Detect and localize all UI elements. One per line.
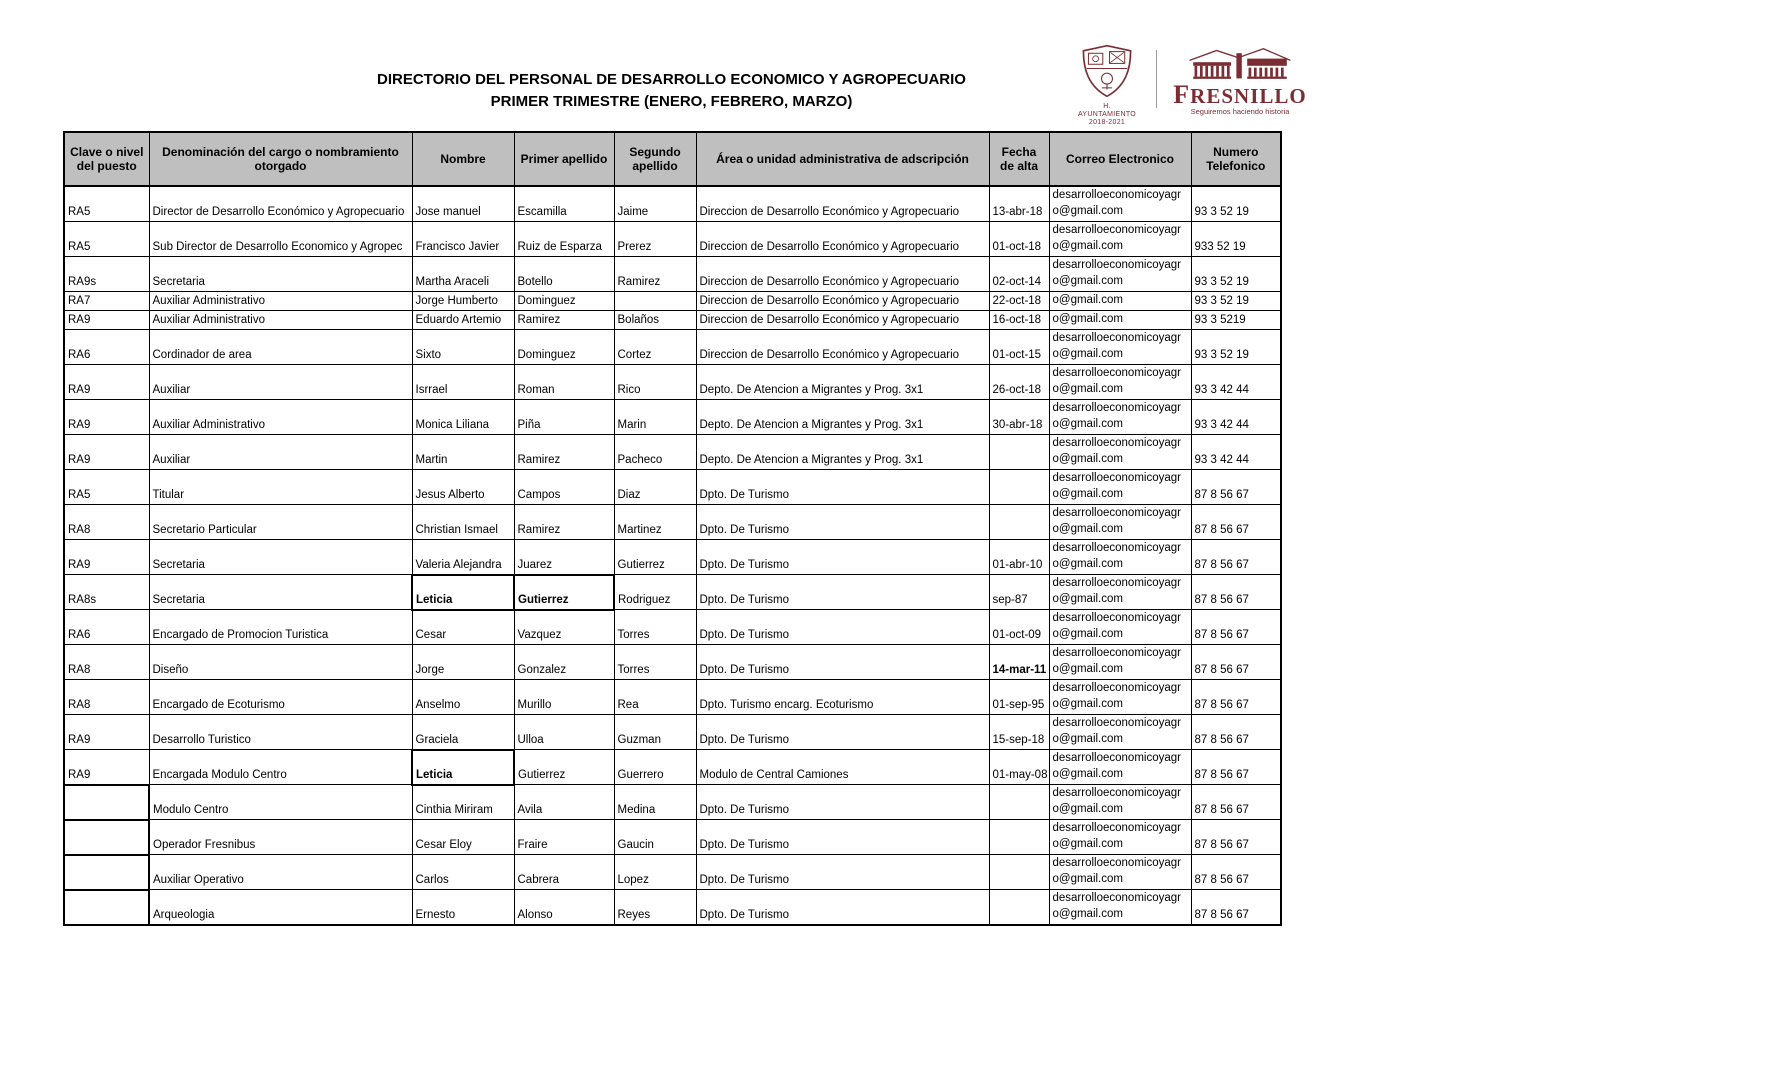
cell-email [1049, 610, 1191, 645]
cell-tel: 87 8 56 67 [1191, 505, 1281, 540]
cell-segundo: Rea [614, 680, 696, 715]
cell-segundo: Reyes [614, 890, 696, 926]
cell-primer: Ramirez [514, 435, 614, 470]
cell-email [1049, 257, 1191, 292]
cell-cargo: Titular [149, 470, 412, 505]
cell-cargo: Secretaria [149, 540, 412, 575]
cell-area: Direccion de Desarrollo Económico y Agropecuario [696, 186, 989, 222]
cell-segundo: Rodriguez [614, 575, 696, 610]
cell-tel: 87 8 56 67 [1191, 645, 1281, 680]
table-row [64, 610, 1281, 645]
cell-nombre: Jesus Alberto [412, 470, 514, 505]
cell-cargo: Auxiliar Administrativo [149, 311, 412, 330]
cell-email [1049, 855, 1191, 890]
cell-cargo: Encargado de Promocion Turistica [149, 610, 412, 645]
cell-tel: 93 3 42 44 [1191, 435, 1281, 470]
cell-clave: RA9 [64, 435, 149, 470]
email-line: desarrolloeconomicoyagr [1052, 717, 1181, 729]
table-row [64, 505, 1281, 540]
email-line: o@gmail.com [1052, 908, 1123, 920]
cell-email [1049, 820, 1191, 855]
email-line: o@gmail.com [1052, 205, 1123, 217]
cell-email [1049, 470, 1191, 505]
directory-table [63, 131, 1282, 926]
cell-primer: Ruiz de Esparza [514, 222, 614, 257]
cell-nombre: Valeria Alejandra [412, 540, 514, 575]
table-row [64, 400, 1281, 435]
cell-email [1049, 186, 1191, 222]
cell-clave: RA7 [64, 292, 149, 311]
cell-primer: Escamilla [514, 186, 614, 222]
cell-nombre: Francisco Javier [412, 222, 514, 257]
cell-primer: Avila [514, 785, 614, 820]
cell-area: Dpto. Turismo encarg. Ecoturismo [696, 680, 989, 715]
email-line: desarrolloeconomicoyagr [1052, 224, 1181, 236]
cell-fecha: 16-oct-18 [989, 311, 1049, 330]
email-line: desarrolloeconomicoyagr [1052, 259, 1181, 271]
cell-area: Direccion de Desarrollo Económico y Agropecuario [696, 257, 989, 292]
table-row [64, 470, 1281, 505]
email-line: o@gmail.com [1052, 838, 1123, 850]
cell-clave [64, 785, 149, 820]
cell-cargo: Secretario Particular [149, 505, 412, 540]
cell-segundo: Medina [614, 785, 696, 820]
cell-clave: RA5 [64, 222, 149, 257]
cell-area: Direccion de Desarrollo Económico y Agropecuario [696, 292, 989, 311]
col-header-segundo-apellido: Segundo apellido [614, 132, 696, 186]
cell-primer: Botello [514, 257, 614, 292]
cell-clave: RA8 [64, 645, 149, 680]
email-line: desarrolloeconomicoyagr [1052, 857, 1181, 869]
cell-tel: 93 3 42 44 [1191, 365, 1281, 400]
col-header-area: Área o unidad administrativa de adscripción [696, 132, 989, 186]
table-row [64, 890, 1281, 926]
cell-cargo: Auxiliar Administrativo [149, 400, 412, 435]
cell-nombre: Cesar Eloy [412, 820, 514, 855]
cell-primer: Vazquez [514, 610, 614, 645]
table-row [64, 292, 1281, 311]
cell-nombre: Martin [412, 435, 514, 470]
cell-fecha: 15-sep-18 [989, 715, 1049, 750]
cell-tel: 93 3 52 19 [1191, 292, 1281, 311]
email-line: o@gmail.com [1052, 663, 1123, 675]
cell-area: Depto. De Atencion a Migrantes y Prog. 3x1 [696, 435, 989, 470]
email-line: desarrolloeconomicoyagr [1052, 892, 1181, 904]
cell-clave: RA9 [64, 365, 149, 400]
table-row [64, 186, 1281, 222]
cell-primer: Gonzalez [514, 645, 614, 680]
cell-email [1049, 435, 1191, 470]
cell-fecha [989, 785, 1049, 820]
email-line: desarrolloeconomicoyagr [1052, 402, 1181, 414]
cell-fecha [989, 470, 1049, 505]
email-line: o@gmail.com [1052, 418, 1123, 430]
fresnillo-tagline: Seguiremos haciendo historia [1190, 107, 1290, 116]
cell-cargo: Modulo Centro [149, 785, 412, 820]
cell-primer: Campos [514, 470, 614, 505]
email-line: desarrolloeconomicoyagr [1052, 472, 1181, 484]
cell-segundo: Gutierrez [614, 540, 696, 575]
email-line: o@gmail.com [1052, 294, 1123, 306]
cell-cargo: Secretaria [149, 257, 412, 292]
directory-table-body [64, 186, 1281, 925]
cell-cargo: Director de Desarrollo Económico y Agropecuario [149, 186, 412, 222]
cell-tel: 87 8 56 67 [1191, 820, 1281, 855]
crest-caption-line1: H. AYUNTAMIENTO [1077, 103, 1137, 118]
email-line: o@gmail.com [1052, 383, 1123, 395]
cell-email [1049, 292, 1191, 311]
cell-area: Dpto. De Turismo [696, 855, 989, 890]
cell-fecha [989, 890, 1049, 926]
cell-nombre: Monica Liliana [412, 400, 514, 435]
cell-clave: RA9 [64, 311, 149, 330]
email-line: o@gmail.com [1052, 240, 1123, 252]
cell-segundo: Diaz [614, 470, 696, 505]
cell-segundo: Marin [614, 400, 696, 435]
cell-tel: 87 8 56 67 [1191, 750, 1281, 785]
col-header-primer-apellido: Primer apellido [514, 132, 614, 186]
cell-email [1049, 785, 1191, 820]
cell-area: Modulo de Central Camiones [696, 750, 989, 785]
cell-tel: 87 8 56 67 [1191, 855, 1281, 890]
cell-segundo: Torres [614, 610, 696, 645]
cell-cargo: Auxiliar Administrativo [149, 292, 412, 311]
table-row [64, 540, 1281, 575]
col-header-cargo: Denominación del cargo o nombramiento otorgado [149, 132, 412, 186]
cell-nombre: Martha Araceli [412, 257, 514, 292]
email-line: desarrolloeconomicoyagr [1052, 189, 1181, 201]
cell-clave: RA6 [64, 610, 149, 645]
cell-email [1049, 715, 1191, 750]
table-row [64, 365, 1281, 400]
table-row [64, 750, 1281, 785]
cell-primer: Roman [514, 365, 614, 400]
cell-email [1049, 540, 1191, 575]
table-row [64, 575, 1281, 610]
cell-area: Direccion de Desarrollo Económico y Agropecuario [696, 222, 989, 257]
cell-primer: Dominguez [514, 330, 614, 365]
email-line: desarrolloeconomicoyagr [1052, 542, 1181, 554]
cell-cargo: Secretaria [149, 575, 412, 610]
cell-primer: Fraire [514, 820, 614, 855]
cell-area: Dpto. De Turismo [696, 540, 989, 575]
cell-tel: 93 3 42 44 [1191, 400, 1281, 435]
cell-segundo: Ramirez [614, 257, 696, 292]
email-line: desarrolloeconomicoyagr [1052, 577, 1181, 589]
cell-fecha: 01-may-08 [989, 750, 1049, 785]
cell-nombre: Leticia [412, 750, 514, 785]
cell-segundo: Bolaños [614, 311, 696, 330]
email-line: o@gmail.com [1052, 275, 1123, 287]
email-line: desarrolloeconomicoyagr [1052, 752, 1181, 764]
crest-caption-line2: 2018-2021 [1088, 119, 1126, 126]
cell-fecha: 01-sep-95 [989, 680, 1049, 715]
cell-tel: 93 3 52 19 [1191, 186, 1281, 222]
cell-fecha: 30-abr-18 [989, 400, 1049, 435]
cell-primer: Dominguez [514, 292, 614, 311]
cell-cargo: Auxiliar [149, 435, 412, 470]
cell-primer: Piña [514, 400, 614, 435]
cell-tel: 87 8 56 67 [1191, 540, 1281, 575]
cell-fecha: 01-oct-09 [989, 610, 1049, 645]
cell-fecha [989, 505, 1049, 540]
cell-area: Dpto. De Turismo [696, 610, 989, 645]
email-line: o@gmail.com [1052, 348, 1123, 360]
cell-clave [64, 855, 149, 890]
cell-segundo: Rico [614, 365, 696, 400]
cell-primer: Gutierrez [514, 575, 614, 610]
cell-clave: RA8 [64, 680, 149, 715]
cell-email [1049, 311, 1191, 330]
email-line: o@gmail.com [1052, 733, 1123, 745]
cell-segundo: Gaucin [614, 820, 696, 855]
email-line: o@gmail.com [1052, 523, 1123, 535]
cell-tel: 933 52 19 [1191, 222, 1281, 257]
cell-area: Direccion de Desarrollo Económico y Agropecuario [696, 330, 989, 365]
cell-tel: 93 3 5219 [1191, 311, 1281, 330]
cell-segundo [614, 292, 696, 311]
cell-nombre: Jorge Humberto [412, 292, 514, 311]
cell-segundo: Jaime [614, 186, 696, 222]
table-row [64, 820, 1281, 855]
cell-fecha: sep-87 [989, 575, 1049, 610]
cell-area: Dpto. De Turismo [696, 785, 989, 820]
cell-email [1049, 890, 1191, 926]
email-line: desarrolloeconomicoyagr [1052, 682, 1181, 694]
table-header-row [64, 132, 1281, 186]
cell-primer: Murillo [514, 680, 614, 715]
table-row [64, 855, 1281, 890]
cell-primer: Ramirez [514, 311, 614, 330]
fresnillo-wordmark: FRESNILLO [1173, 80, 1307, 109]
cell-clave: RA9 [64, 540, 149, 575]
cell-segundo: Guzman [614, 715, 696, 750]
cell-segundo: Lopez [614, 855, 696, 890]
document-title-line1: DIRECTORIO DEL PERSONAL DE DESARROLLO ECONOMICO Y AGROPECUARIO [377, 71, 966, 88]
cell-fecha: 01-oct-18 [989, 222, 1049, 257]
cell-area: Dpto. De Turismo [696, 820, 989, 855]
cell-segundo: Torres [614, 645, 696, 680]
cell-nombre: Jose manuel [412, 186, 514, 222]
cell-email [1049, 400, 1191, 435]
cell-nombre: Cinthia Miriram [412, 785, 514, 820]
email-line: o@gmail.com [1052, 628, 1123, 640]
cell-clave: RA5 [64, 470, 149, 505]
table-row [64, 330, 1281, 365]
col-header-nombre: Nombre [412, 132, 514, 186]
cell-email [1049, 645, 1191, 680]
cell-cargo: Desarrollo Turistico [149, 715, 412, 750]
cell-primer: Alonso [514, 890, 614, 926]
cell-cargo: Auxiliar Operativo [149, 855, 412, 890]
email-line: o@gmail.com [1052, 873, 1123, 885]
cell-primer: Ramirez [514, 505, 614, 540]
cell-nombre: Eduardo Artemio [412, 311, 514, 330]
email-line: o@gmail.com [1052, 593, 1123, 605]
col-header-telefono: Numero Telefonico [1191, 132, 1281, 186]
col-header-clave: Clave o nivel del puesto [64, 132, 149, 186]
cell-cargo: Encargada Modulo Centro [149, 750, 412, 785]
cell-nombre: Cesar [412, 610, 514, 645]
cell-tel: 87 8 56 67 [1191, 785, 1281, 820]
document-title-line2: PRIMER TRIMESTRE (ENERO, FEBRERO, MARZO) [490, 93, 853, 110]
cell-nombre: Christian Ismael [412, 505, 514, 540]
cell-email [1049, 365, 1191, 400]
cell-fecha [989, 435, 1049, 470]
cell-clave: RA9s [64, 257, 149, 292]
cell-cargo: Diseño [149, 645, 412, 680]
email-line: desarrolloeconomicoyagr [1052, 647, 1181, 659]
cell-area: Direccion de Desarrollo Económico y Agropecuario [696, 311, 989, 330]
cell-cargo: Arqueologia [149, 890, 412, 926]
cell-segundo: Guerrero [614, 750, 696, 785]
cell-tel: 87 8 56 67 [1191, 680, 1281, 715]
cell-clave: RA8 [64, 505, 149, 540]
fresnillo-logo [1168, 46, 1312, 116]
cell-area: Dpto. De Turismo [696, 715, 989, 750]
cell-nombre: Sixto [412, 330, 514, 365]
cell-area: Depto. De Atencion a Migrantes y Prog. 3x1 [696, 365, 989, 400]
email-line: o@gmail.com [1052, 768, 1123, 780]
cell-nombre: Anselmo [412, 680, 514, 715]
ayuntamiento-crest-logo [1076, 44, 1138, 127]
cell-clave: RA9 [64, 400, 149, 435]
cell-cargo: Auxiliar [149, 365, 412, 400]
cell-tel: 87 8 56 67 [1191, 470, 1281, 505]
cell-cargo: Cordinador de area [149, 330, 412, 365]
cell-tel: 87 8 56 67 [1191, 890, 1281, 926]
cell-segundo: Prerez [614, 222, 696, 257]
cell-email [1049, 680, 1191, 715]
table-row [64, 785, 1281, 820]
cell-area: Dpto. De Turismo [696, 470, 989, 505]
cell-nombre: Jorge [412, 645, 514, 680]
cell-nombre: Isrrael [412, 365, 514, 400]
cell-clave [64, 820, 149, 855]
cell-area: Dpto. De Turismo [696, 505, 989, 540]
email-line: desarrolloeconomicoyagr [1052, 332, 1181, 344]
cell-fecha: 26-oct-18 [989, 365, 1049, 400]
cell-nombre: Carlos [412, 855, 514, 890]
table-row [64, 222, 1281, 257]
cell-clave [64, 890, 149, 926]
cell-fecha: 02-oct-14 [989, 257, 1049, 292]
email-line: o@gmail.com [1052, 698, 1123, 710]
table-row [64, 715, 1281, 750]
cell-primer: Cabrera [514, 855, 614, 890]
cell-area: Dpto. De Turismo [696, 645, 989, 680]
table-row [64, 257, 1281, 292]
cell-email [1049, 750, 1191, 785]
table-row [64, 311, 1281, 330]
cell-cargo: Encargado de Ecoturismo [149, 680, 412, 715]
cell-email [1049, 222, 1191, 257]
cell-tel: 93 3 52 19 [1191, 257, 1281, 292]
email-line: o@gmail.com [1052, 313, 1123, 325]
email-line: desarrolloeconomicoyagr [1052, 367, 1181, 379]
col-header-fecha-alta: Fecha de alta [989, 132, 1049, 186]
email-line: desarrolloeconomicoyagr [1052, 822, 1181, 834]
cell-fecha: 13-abr-18 [989, 186, 1049, 222]
cell-clave: RA8s [64, 575, 149, 610]
cell-primer: Gutierrez [514, 750, 614, 785]
email-line: o@gmail.com [1052, 488, 1123, 500]
cell-fecha [989, 820, 1049, 855]
cell-email [1049, 330, 1191, 365]
cell-clave: RA5 [64, 186, 149, 222]
email-line: desarrolloeconomicoyagr [1052, 787, 1181, 799]
cell-cargo: Operador Fresnibus [149, 820, 412, 855]
logo-divider [1156, 50, 1157, 108]
cell-primer: Ulloa [514, 715, 614, 750]
cell-tel: 87 8 56 67 [1191, 575, 1281, 610]
cell-fecha: 22-oct-18 [989, 292, 1049, 311]
cell-fecha: 01-oct-15 [989, 330, 1049, 365]
cell-email [1049, 505, 1191, 540]
cell-primer: Juarez [514, 540, 614, 575]
cell-clave: RA6 [64, 330, 149, 365]
cell-cargo: Sub Director de Desarrollo Economico y Agropec [149, 222, 412, 257]
email-line: o@gmail.com [1052, 803, 1123, 815]
cell-tel: 87 8 56 67 [1191, 610, 1281, 645]
cell-area: Dpto. De Turismo [696, 575, 989, 610]
table-row [64, 435, 1281, 470]
cell-nombre: Graciela [412, 715, 514, 750]
table-row [64, 645, 1281, 680]
cell-fecha: 14-mar-11 [989, 645, 1049, 680]
cell-area: Depto. De Atencion a Migrantes y Prog. 3x1 [696, 400, 989, 435]
email-line: desarrolloeconomicoyagr [1052, 612, 1181, 624]
cell-nombre: Leticia [412, 575, 514, 610]
cell-tel: 93 3 52 19 [1191, 330, 1281, 365]
shield-crest-icon [1081, 85, 1133, 102]
cell-tel: 87 8 56 67 [1191, 715, 1281, 750]
cell-fecha [989, 855, 1049, 890]
cell-segundo: Cortez [614, 330, 696, 365]
cell-segundo: Martinez [614, 505, 696, 540]
cell-segundo: Pacheco [614, 435, 696, 470]
cell-nombre: Ernesto [412, 890, 514, 926]
cell-clave: RA9 [64, 750, 149, 785]
cell-clave: RA9 [64, 715, 149, 750]
cell-fecha: 01-abr-10 [989, 540, 1049, 575]
table-row [64, 680, 1281, 715]
email-line: desarrolloeconomicoyagr [1052, 507, 1181, 519]
email-line: o@gmail.com [1052, 558, 1123, 570]
cell-area: Dpto. De Turismo [696, 890, 989, 926]
email-line: desarrolloeconomicoyagr [1052, 437, 1181, 449]
cell-email [1049, 575, 1191, 610]
col-header-correo: Correo Electronico [1049, 132, 1191, 186]
email-line: o@gmail.com [1052, 453, 1123, 465]
